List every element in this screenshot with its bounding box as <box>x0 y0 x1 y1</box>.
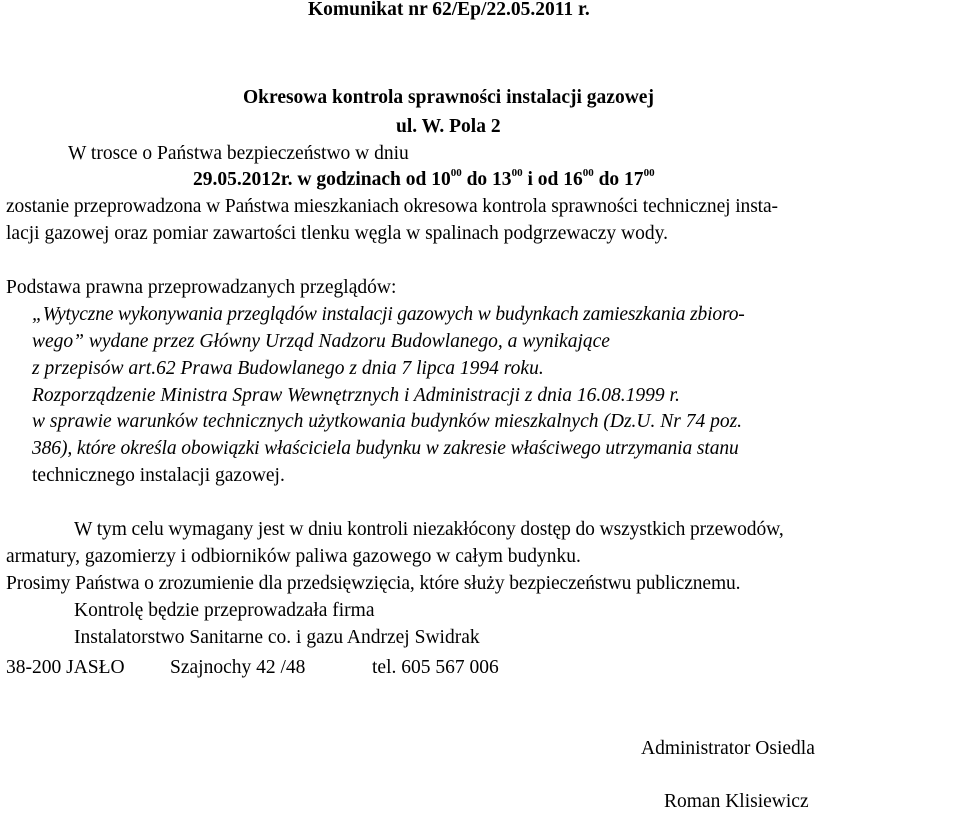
signature-role: Administrator Osiedla <box>641 738 815 759</box>
legal-line: „Wytyczne wykonywania przeglądów instalacji gazowych w budynkach zamieszkania zbioro- <box>32 304 745 325</box>
subject-line: Okresowa kontrola sprawności instalacji gazowej <box>243 87 654 108</box>
legal-line: w sprawie warunków technicznych użytkowania budynków mieszkalnych (Dz.U. Nr 74 poz. <box>32 411 743 432</box>
signature-name: Roman Klisiewicz <box>664 791 809 812</box>
paragraph2-line: W tym celu wymagany jest w dniu kontroli niezakłócony dostęp do wszystkich przewodów, <box>74 519 784 540</box>
company-street: Szajnochy 42 /48 <box>170 657 306 678</box>
legal-heading: Podstawa prawna przeprowadzanych przeglądów: <box>6 277 397 298</box>
company-phone: tel. 605 567 006 <box>372 657 499 678</box>
paragraph2-line: armatury, gazomierzy i odbiorników paliwa gazowego w całym budynku. <box>6 546 581 567</box>
paragraph1-line: zostanie przeprowadzona w Państwa mieszkaniach okresowa kontrola sprawności technicznej insta- <box>6 196 778 217</box>
legal-line: Rozporządzenie Ministra Spraw Wewnętrznych i Administracji z dnia 16.08.1999 r. <box>32 385 680 406</box>
intro-line: W trosce o Państwa bezpieczeństwo w dniu <box>68 143 409 164</box>
street-line: ul. W. Pola 2 <box>396 116 501 137</box>
legal-line: wego” wydane przez Główny Urząd Nadzoru Budowlanego, a wynikające <box>32 331 610 352</box>
paragraph2-line: Kontrolę będzie przeprowadzała firma <box>74 600 375 621</box>
document-title: Komunikat nr 62/Ep/22.05.2011 r. <box>308 0 590 20</box>
paragraph1-line: lacji gazowej oraz pomiar zawartości tlenku węgla w spalinach podgrzewaczy wody. <box>6 223 669 244</box>
schedule-line: 29.05.2012r. w godzinach od $10^{00}$ do $13^{00}$ i od $16^{00}$ do $17^{00}$ <box>193 167 655 190</box>
company-address: 38-200 JASŁO <box>6 657 125 678</box>
paragraph2-line: Prosimy Państwa o zrozumienie dla przedsięwzięcia, które służy bezpieczeństwu publicznemu. <box>6 573 741 594</box>
inspection-date: 29.05.2012r. <box>193 169 293 190</box>
legal-line: 386), które określa obowiązki właściciela budynku w zakresie właściwego utrzymania stanu <box>32 438 739 459</box>
company-name: Instalatorstwo Sanitarne co. i gazu Andrzej Swidrak <box>74 627 480 648</box>
legal-line: z przepisów art.62 Prawa Budowlanego z dnia 7 lipca 1994 roku. <box>32 358 544 379</box>
legal-last-line: technicznego instalacji gazowej. <box>32 465 285 486</box>
